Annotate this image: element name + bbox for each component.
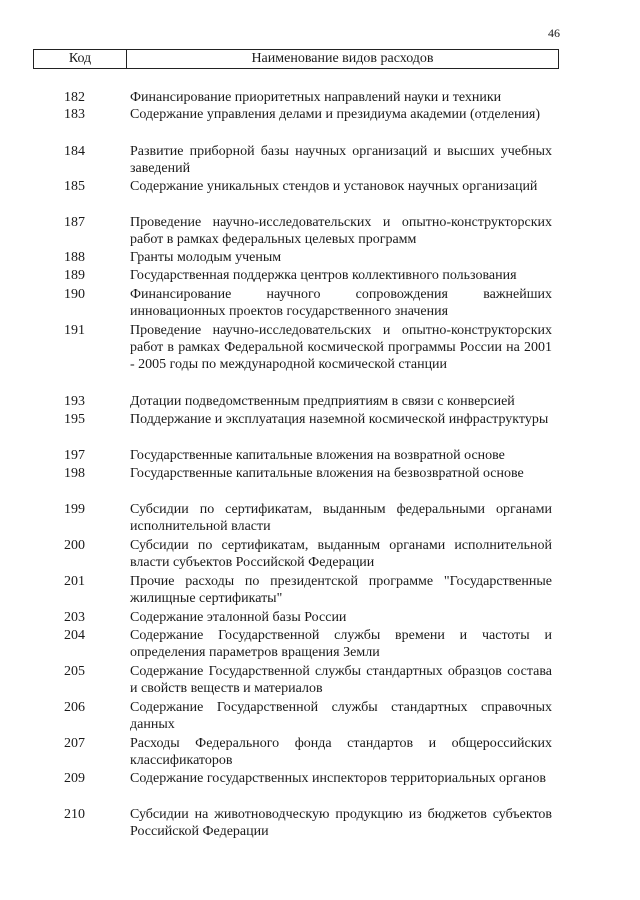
row-code: 207 (64, 736, 85, 751)
row-code: 210 (64, 807, 85, 822)
row-description: Развитие приборной базы научных организаций и высших учебных заведений (130, 144, 552, 176)
row-description: Субсидии по сертификатам, выданным федеральными органами исполнительной власти (130, 502, 552, 534)
row-description: Дотации подведомственным предприятиям в связи с конверсией (130, 394, 515, 409)
page-number: 46 (548, 26, 560, 40)
row-code: 206 (64, 700, 85, 715)
row-code: 203 (64, 610, 85, 625)
header-name: Наименование видов расходов (251, 51, 434, 66)
row-description: Содержание Государственной службы стандартных справочных данных (130, 700, 552, 732)
row-description: Расходы Федерального фонда стандартов и общероссийских классификаторов (130, 736, 552, 768)
row-code: 205 (64, 664, 85, 679)
row-description: Содержание Государственной службы стандартных образцов состава и свойств веществ и материалов (130, 664, 552, 696)
row-description: Содержание государственных инспекторов территориальных органов (130, 771, 547, 786)
row-code: 188 (64, 250, 85, 265)
row-code: 190 (64, 287, 85, 302)
row-description: Гранты молодым ученым (130, 250, 282, 265)
row-code: 183 (64, 107, 85, 122)
row-description: Поддержание и эксплуатация наземной космической инфраструктуры (130, 412, 549, 427)
header-code: Код (34, 50, 127, 68)
row-description: Субсидии по сертификатам, выданным органами исполнительной власти субъектов Российской Федерации (130, 538, 552, 570)
row-description: Содержание эталонной базы России (130, 610, 347, 625)
row-code: 193 (64, 394, 85, 409)
row-description: Проведение научно-исследовательских и опытно-конструкторских работ в рамках Федеральной космической программы России на 2001 - 2005 годы по международной космической станции (130, 323, 552, 372)
row-code: 195 (64, 412, 85, 427)
row-code: 189 (64, 268, 85, 283)
row-description: Субсидии на животноводческую продукцию из бюджетов субъектов Российской Федерации (130, 807, 552, 839)
row-description: Финансирование научного сопровождения важнейших инновационных проектов государственного значения (130, 287, 552, 319)
row-code: 197 (64, 448, 85, 463)
row-description: Прочие расходы по президентской программе "Государственные жилищные сертификаты" (130, 574, 552, 606)
row-description: Проведение научно-исследовательских и опытно-конструкторских работ в рамках федеральных целевых программ (130, 215, 552, 247)
row-code: 185 (64, 179, 85, 194)
row-code: 200 (64, 538, 85, 553)
row-code: 204 (64, 628, 85, 643)
row-description: Финансирование приоритетных направлений науки и техники (130, 90, 502, 105)
row-code: 198 (64, 466, 85, 481)
row-description: Содержание Государственной службы времени и частоты и определения параметров вращения Земли (130, 628, 552, 660)
row-code: 209 (64, 771, 85, 786)
row-code: 182 (64, 90, 85, 105)
row-code: 201 (64, 574, 85, 589)
row-code: 184 (64, 144, 85, 159)
row-code: 191 (64, 323, 85, 338)
row-description: Государственные капитальные вложения на безвозвратной основе (130, 466, 524, 481)
row-description: Государственные капитальные вложения на возвратной основе (130, 448, 505, 463)
row-code: 187 (64, 215, 85, 230)
row-description: Государственная поддержка центров коллективного пользования (130, 268, 517, 283)
row-description: Содержание уникальных стендов и установок научных организаций (130, 179, 538, 194)
row-code: 199 (64, 502, 85, 517)
row-description: Содержание управления делами и президиума академии (отделения) (130, 107, 541, 122)
table-header (33, 49, 559, 69)
